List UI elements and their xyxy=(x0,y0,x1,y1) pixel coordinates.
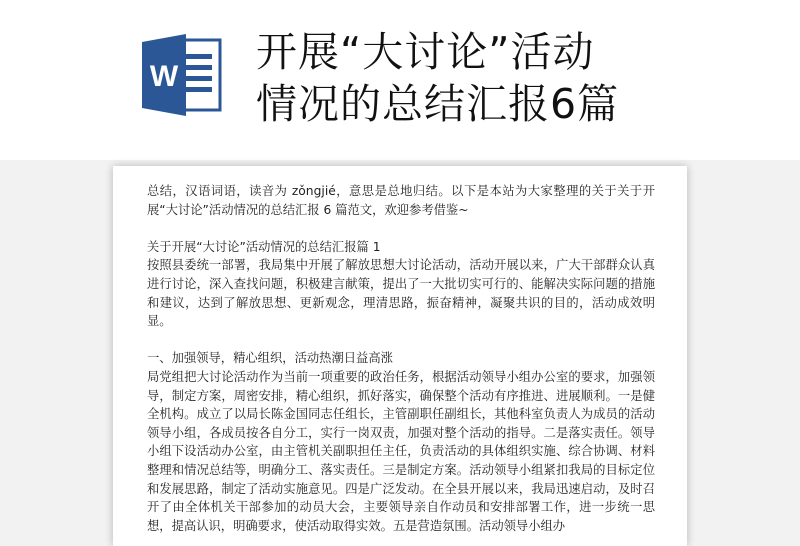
word-icon-letter: W xyxy=(149,60,179,93)
page-title xyxy=(256,26,776,130)
intro-paragraph: 总结，汉语词语，读音为 zǒngjié，意思是总地归结。以下是本站为大家整理的关于关于开展“大讨论”活动情况的总结汇报 6 篇范文，欢迎参考借鉴~ xyxy=(147,184,655,217)
paragraph-1: 按照县委统一部署，我局集中开展了解放思想大讨论活动，活动开展以来，广大干部群众认真进行讨论，深入查找问题，积极建言献策，提出了一大批切实可行的、能解决实际问题的措施和建议，达到了解放思想、更新观念，理清思路，振奋精神，凝聚共识的目的，活动成效明显。 xyxy=(147,258,655,329)
paragraph-2: 局党组把大讨论活动作为当前一项重要的政治任务，根据活动领导小组办公室的要求，加强领导，制定方案，周密安排，精心组织，抓好落实，确保整个活动有序推进、进展顺利。一是健全机构。成立了以局长陈金国同志任组长，主管副职任副组长，其他科室负责人为成员的活动领导小组，各成员按各自分工，实行一岗双责，加强对整个活动的指导。二是落实责任。领导小组下设活动办公室，由主管机关副职担任主任，负责活动的具体组织实施、综合协调、材料整理和情况总结等，明确分工、落实责任。三是制定方案。活动领导小组紧扣我局的目标定位和发展思路，制定了活动实施意见。四是广泛发动。在全县开展以来，我局迅速启动，及时召开了由全体机关干部参加的动员大会，主要领导亲自作动员和安排部署工作，进一步统一思想，提高认识，明确要求，使活动取得实效。五是营造氛围。活动领导小组办 xyxy=(147,369,655,533)
document-page xyxy=(113,166,687,546)
title-line-1: 开展“大讨论”活动 xyxy=(256,28,595,76)
document-body xyxy=(147,182,655,535)
title-line-2: 情况的总结汇报6篇 xyxy=(256,80,620,128)
section-heading-1: 一、加强领导，精心组织，活动热潮日益高涨 xyxy=(147,351,393,366)
word-document-icon xyxy=(140,32,222,118)
article-heading: 关于开展“大讨论”活动情况的总结汇报篇 1 xyxy=(147,239,381,254)
